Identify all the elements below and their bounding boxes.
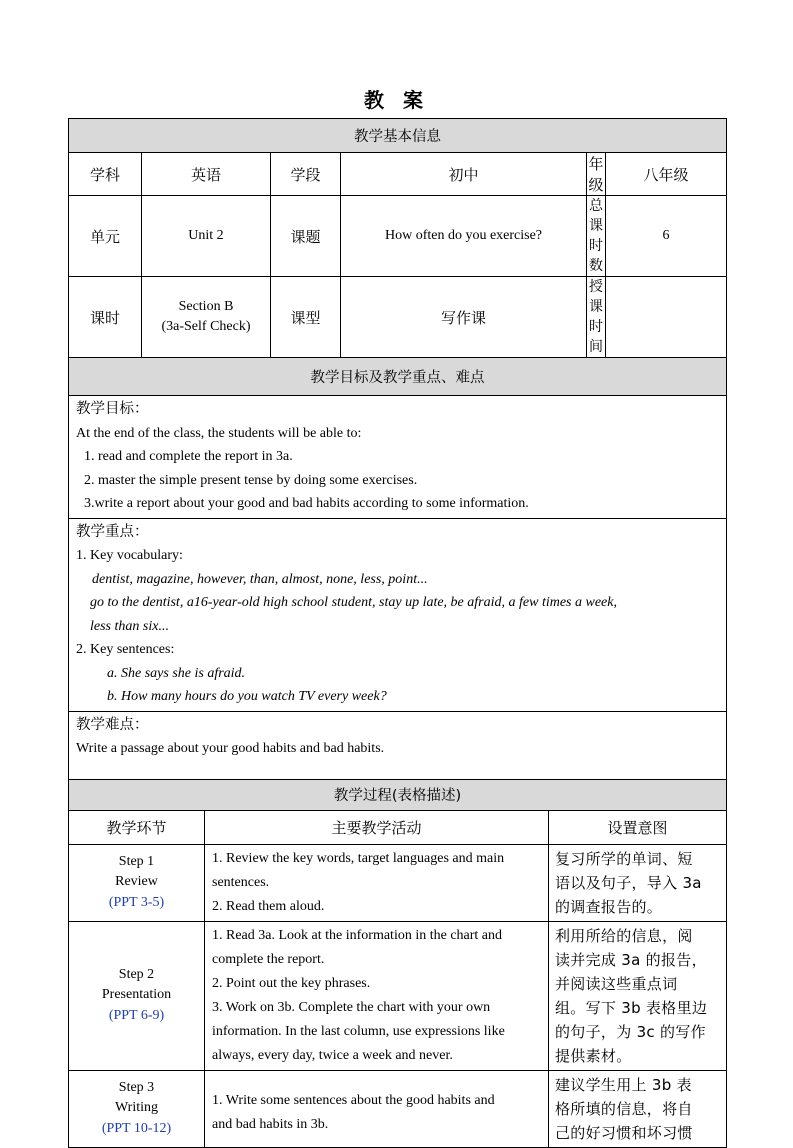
stage-label: 学段 — [271, 153, 341, 196]
purpose-line: 读并完成 3a 的报告， — [555, 950, 707, 969]
unit-label: 单元 — [69, 196, 142, 277]
purpose-line: 利用所给的信息，阅 — [555, 926, 693, 945]
activity-line: 2. Point out the key phrases. — [212, 975, 371, 991]
teaching-goal-item: 3.write a report about your good and bad habits according to some information. — [84, 496, 529, 511]
purpose-line: 语以及句子，导入 3a — [555, 873, 702, 892]
period-value — [142, 277, 271, 358]
activity-line: 3. Work on 3b. Complete the chart with your own — [212, 999, 491, 1015]
key-vocabulary-label: 1. Key vocabulary: — [76, 548, 183, 563]
difficulties-label: 教学难点： — [76, 716, 149, 733]
teaching-goal-item: 1. read and complete the report in 3a. — [84, 449, 293, 464]
activity-line: sentences. — [212, 874, 270, 890]
teaching-goal-item: 2. master the simple present tense by doing some exercises. — [84, 472, 418, 488]
document-title: 教 案 — [364, 88, 429, 112]
difficulties-text: Write a passage about your good habits and bad habits. — [76, 741, 385, 756]
teaching-goals-label: 教学目标： — [76, 401, 149, 417]
total-hours-label-line1: 总课 — [589, 198, 603, 234]
topic-label: 课题 — [271, 196, 341, 277]
purpose-line: 的句子，为 3c 的写作 — [555, 1022, 706, 1041]
activity-line: always, every day, twice a week and never. — [212, 1047, 453, 1063]
teaching-time-value — [606, 277, 727, 358]
teaching-goals-intro: At the end of the class, the students will be able to: — [76, 425, 362, 441]
lesson-type-label: 课型 — [271, 277, 341, 358]
teaching-time-label-line1: 授课 — [589, 279, 603, 315]
lesson-plan-table — [68, 118, 727, 1148]
step-ppt-range: (PPT 3-5) — [108, 894, 165, 910]
step-number: Step 3 — [118, 1079, 155, 1095]
subject-value: 英语 — [142, 153, 271, 196]
process-col-stage: 教学环节 — [69, 810, 205, 844]
step-ppt-range: (PPT 10-12) — [101, 1120, 172, 1136]
activity-line: 1. Review the key words, target languages and main — [212, 850, 505, 866]
total-hours-label-line2: 时数 — [589, 238, 603, 274]
period-value-line2: (3a-Self Check) — [161, 319, 251, 334]
difficulties-cell — [69, 711, 727, 779]
step-number: Step 2 — [118, 966, 155, 982]
activity-line: complete the report. — [212, 951, 325, 967]
period-label: 课时 — [69, 277, 142, 358]
key-sentence: b. How many hours do you watch TV every week? — [107, 689, 387, 704]
step-1-stage — [69, 844, 205, 921]
stage-value: 初中 — [341, 153, 587, 196]
process-col-activity: 主要教学活动 — [205, 810, 549, 844]
step-name: Writing — [115, 1100, 158, 1116]
period-value-line1: Section B — [178, 299, 234, 314]
activity-line: 1. Write some sentences about the good habits and — [212, 1092, 495, 1108]
key-sentence: a. She says she is afraid. — [107, 665, 246, 681]
step-3-purpose — [549, 1070, 727, 1147]
purpose-line: 组。写下 3b 表格里边 — [555, 998, 708, 1017]
process-header: 教学过程(表格描述) — [69, 779, 727, 810]
activity-line: 2. Read them aloud. — [212, 898, 325, 914]
grade-label: 年级 — [587, 153, 606, 196]
total-hours-value: 6 — [606, 196, 727, 277]
purpose-line: 己的好习惯和坏习惯 — [555, 1123, 693, 1142]
purpose-line: 建议学生用上 3b 表 — [555, 1075, 692, 1094]
step-2-stage — [69, 921, 205, 1070]
step-ppt-range: (PPT 6-9) — [108, 1007, 165, 1023]
activity-line: 1. Read 3a. Look at the information in the chart and — [212, 927, 503, 943]
total-hours-label — [587, 196, 606, 277]
key-vocabulary-line: less than six... — [90, 618, 169, 634]
subject-label: 学科 — [69, 153, 142, 196]
step-name: Presentation — [101, 987, 172, 1003]
step-number: Step 1 — [118, 853, 155, 869]
key-vocabulary-line: go to the dentist, a16-year-old high school student, stay up late, be afraid, a few times a week, — [90, 595, 617, 610]
purpose-line: 的调查报告的。 — [555, 897, 663, 916]
grade-value: 八年级 — [606, 153, 727, 196]
basic-info-header: 教学基本信息 — [69, 119, 727, 153]
step-3-stage — [69, 1070, 205, 1147]
activity-line: and bad habits in 3b. — [212, 1116, 329, 1132]
key-vocabulary-line: dentist, magazine, however, than, almost, none, less, point... — [92, 571, 428, 587]
purpose-line: 提供素材。 — [555, 1046, 632, 1065]
purpose-line: 复习所学的单词、短 — [555, 849, 693, 868]
step-3-activities — [205, 1070, 549, 1147]
teaching-time-label — [587, 277, 606, 358]
step-1-purpose — [549, 844, 727, 921]
key-sentences-label: 2. Key sentences: — [76, 642, 175, 657]
activity-line: information. In the last column, use expressions like — [212, 1023, 505, 1039]
lesson-type-value: 写作课 — [341, 277, 587, 358]
unit-value: Unit 2 — [142, 196, 271, 277]
topic-value: How often do you exercise? — [341, 196, 587, 277]
step-name: Review — [115, 874, 158, 890]
key-points-label: 教学重点： — [76, 523, 149, 540]
purpose-line: 格所填的信息，将自 — [555, 1099, 693, 1118]
objectives-header: 教学目标及教学重点、难点 — [69, 358, 727, 396]
process-col-purpose: 设置意图 — [549, 810, 727, 844]
step-2-activities — [205, 921, 549, 1070]
step-2-purpose — [549, 921, 727, 1070]
teaching-time-label-line2: 时间 — [589, 319, 603, 355]
step-1-activities — [205, 844, 549, 921]
teaching-goals-cell — [69, 396, 727, 519]
purpose-line: 并阅读这些重点词 — [555, 974, 678, 993]
key-points-cell — [69, 518, 727, 711]
